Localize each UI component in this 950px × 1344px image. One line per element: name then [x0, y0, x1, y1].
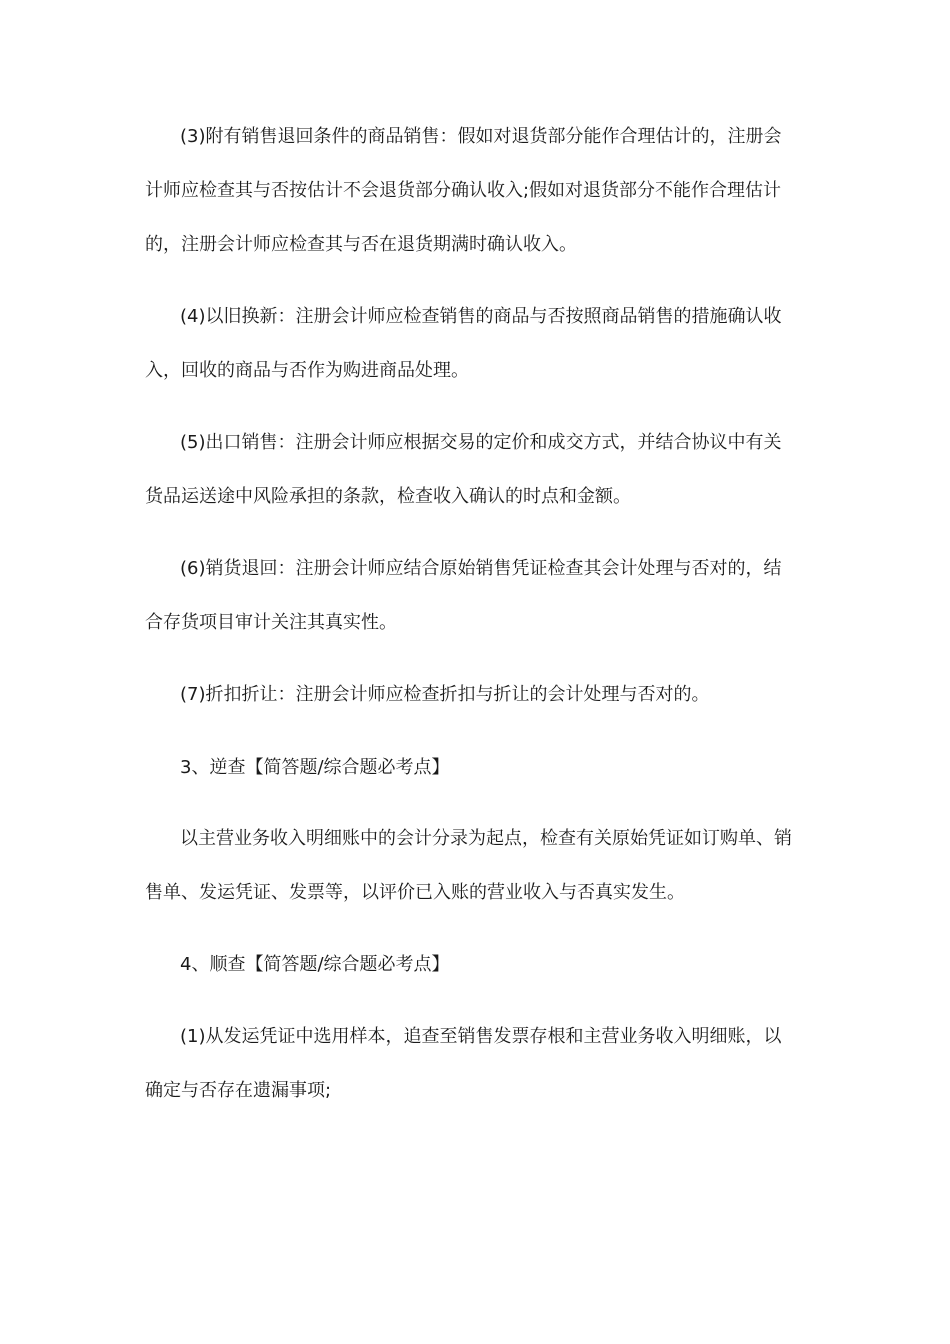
paragraph-4-line-2: 入，回收的商品与否作为购进商品处理。	[145, 360, 469, 381]
paragraph-4-line-1: (4)以旧换新：注册会计师应检查销售的商品与否按照商品销售的措施确认收	[180, 306, 782, 327]
section-heading-reverse-check: 3、逆查【简答题/综合题必考点】	[180, 757, 450, 778]
forward-check-line-1: (1)从发运凭证中选用样本，追查至销售发票存根和主营业务收入明细账，以	[180, 1026, 782, 1047]
forward-check-line-2: 确定与否存在遗漏事项;	[145, 1080, 332, 1101]
paragraph-6-line-2: 合存货项目审计关注其真实性。	[145, 612, 397, 633]
paragraph-5-line-2: 货品运送途中风险承担的条款，检查收入确认的时点和金额。	[145, 486, 631, 507]
paragraph-3-line-3: 的，注册会计师应检查其与否在退货期满时确认收入。	[145, 234, 577, 255]
reverse-check-line-1: 以主营业务收入明细账中的会计分录为起点，检查有关原始凭证如订购单、销	[180, 828, 792, 849]
paragraph-3-line-2: 计师应检查其与否按估计不会退货部分确认收入;假如对退货部分不能作合理估计	[145, 180, 782, 201]
paragraph-3-line-1: (3)附有销售退回条件的商品销售：假如对退货部分能作合理估计的，注册会	[180, 126, 782, 147]
paragraph-7-line-1: (7)折扣折让：注册会计师应检查折扣与折让的会计处理与否对的。	[180, 684, 710, 705]
paragraph-5-line-1: (5)出口销售：注册会计师应根据交易的定价和成交方式，并结合协议中有关	[180, 432, 782, 453]
section-heading-forward-check: 4、顺查【简答题/综合题必考点】	[180, 954, 450, 975]
paragraph-6-line-1: (6)销货退回：注册会计师应结合原始销售凭证检查其会计处理与否对的，结	[180, 558, 782, 579]
reverse-check-line-2: 售单、发运凭证、发票等，以评价已入账的营业收入与否真实发生。	[145, 882, 685, 903]
